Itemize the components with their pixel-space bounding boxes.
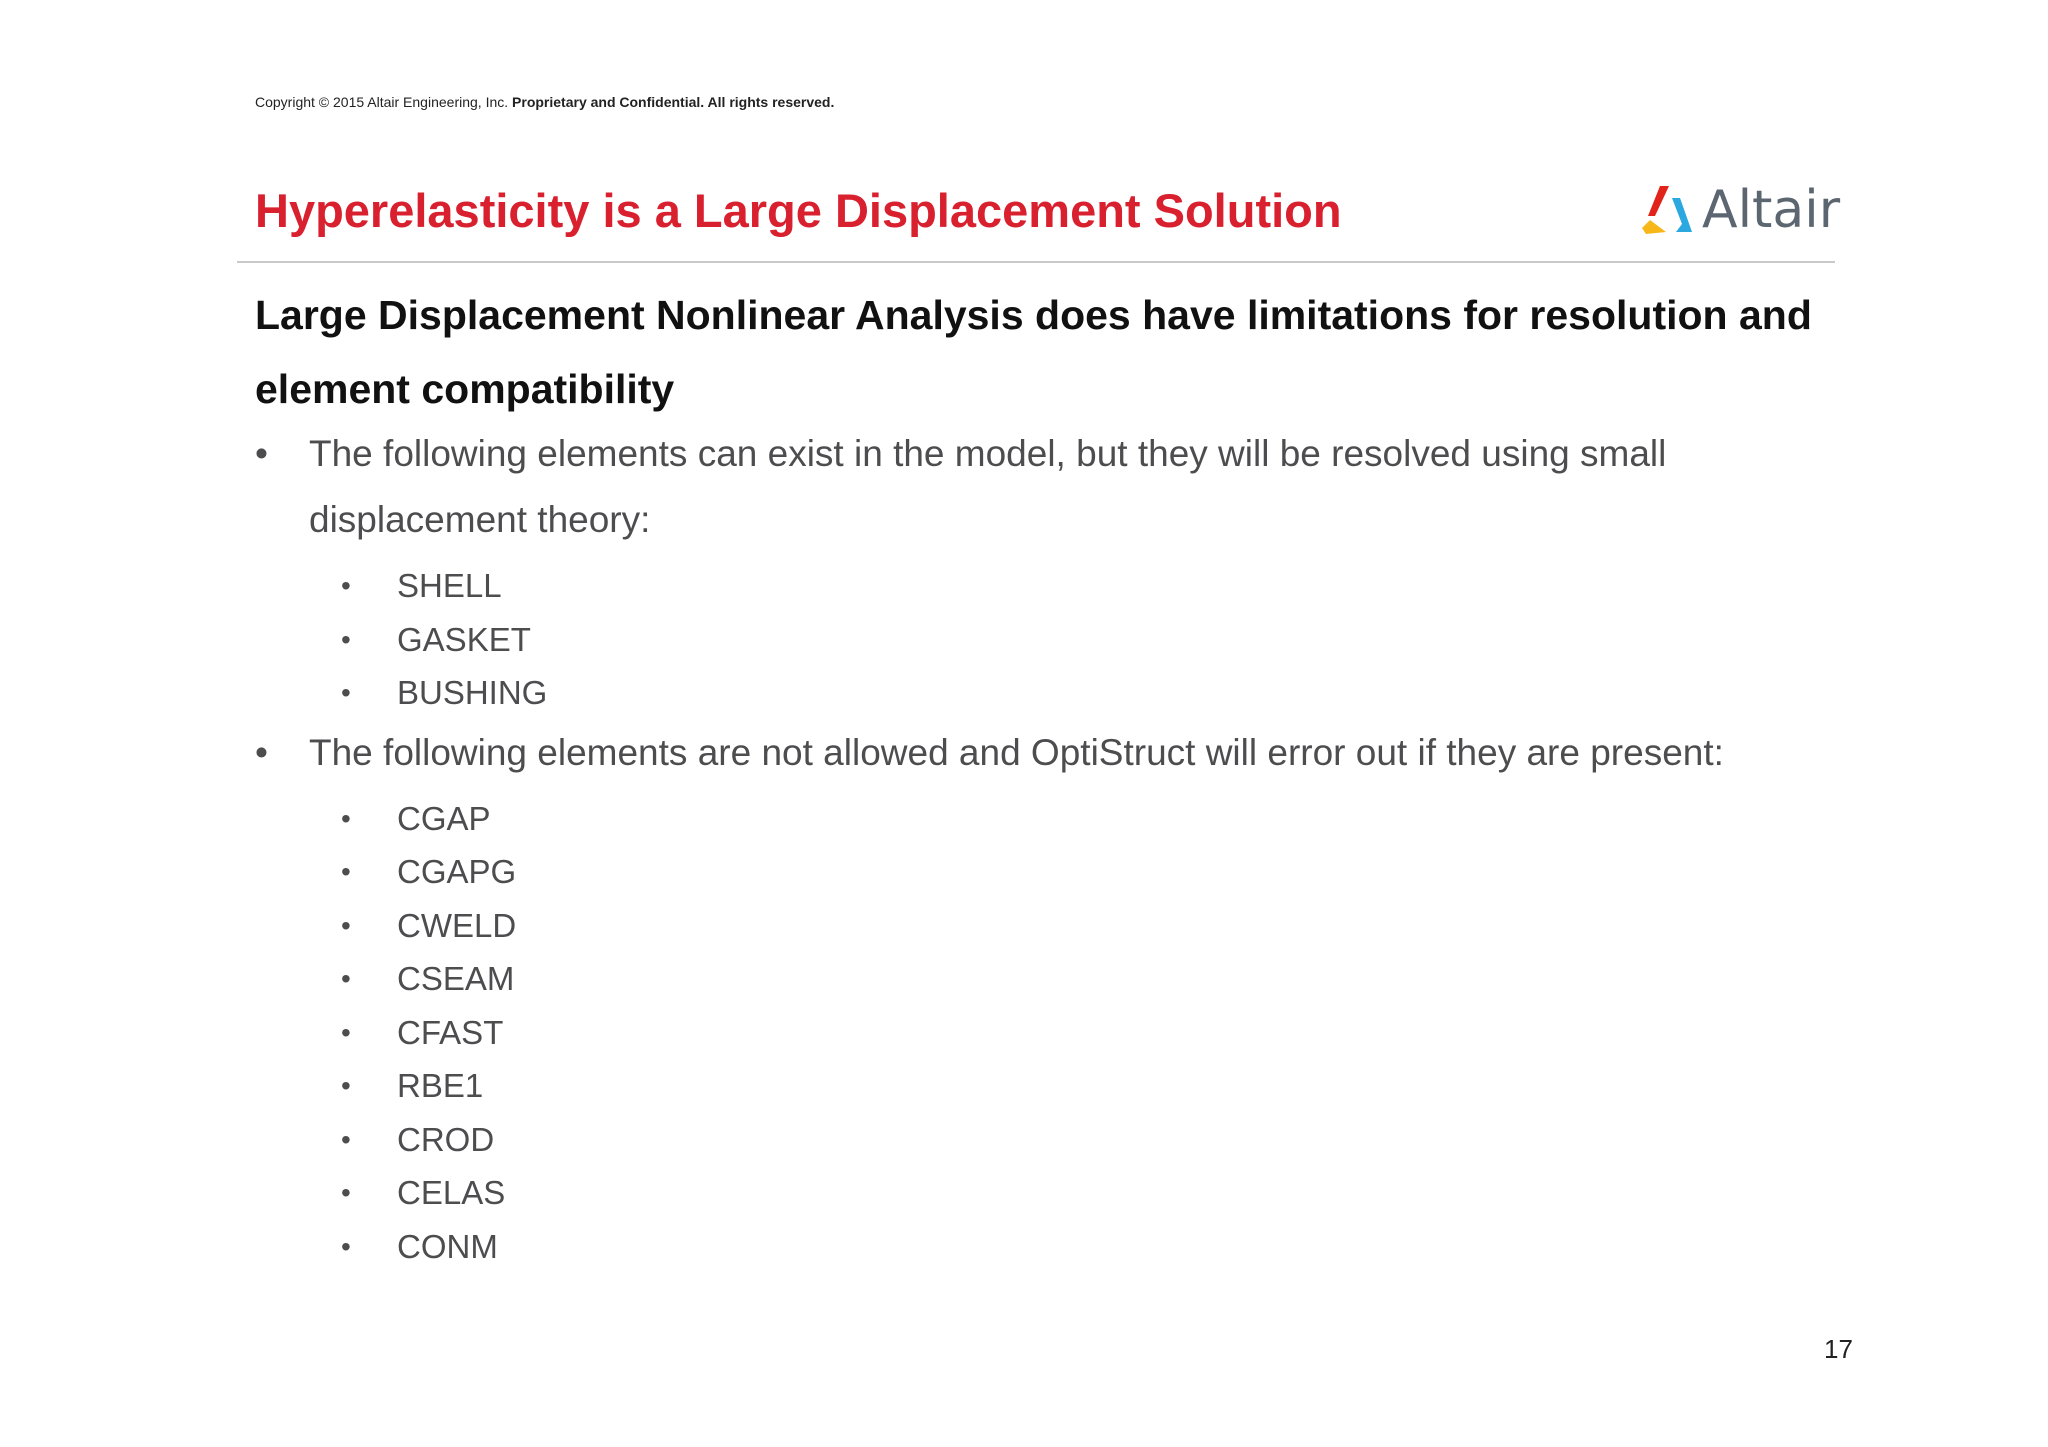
sub-bullet-dot: • [341, 570, 351, 601]
element-name: GASKET [397, 620, 531, 658]
bullet-dot: • [255, 731, 268, 773]
element-name: CONM [397, 1227, 498, 1265]
bullet-item-1 [255, 421, 1855, 553]
element-name: SHELL [397, 567, 502, 604]
copyright-notice [255, 94, 834, 110]
sub-bullet-dot: • [341, 1016, 351, 1048]
bullet-text: The following elements are not allowed and OptiStruct will error out if they are present: [309, 731, 1724, 773]
element-name: RBE1 [397, 1067, 484, 1104]
bullet-content [255, 421, 1855, 1273]
element-name: CROD [397, 1120, 495, 1158]
sub-bullet-dot: • [341, 1123, 351, 1155]
sub-bullet-dot: • [341, 856, 351, 887]
list-item [255, 952, 1855, 1006]
element-name: CSEAM [397, 960, 515, 997]
copyright-text: Copyright © 2015 Altair Engineering, Inc. [255, 94, 509, 110]
sub-bullet-dot: • [341, 963, 351, 994]
sub-bullet-dot: • [341, 677, 351, 708]
slide-title: Hyperelasticity is a Large Displacement Solution [255, 184, 1342, 237]
sublist-allowed-small [255, 559, 1855, 720]
list-item [255, 1166, 1855, 1220]
sublist-not-allowed [255, 792, 1855, 1274]
list-item [255, 1006, 1855, 1060]
list-item [255, 899, 1855, 953]
element-name: CFAST [397, 1013, 504, 1051]
element-name: CELAS [397, 1174, 506, 1211]
list-item [255, 1059, 1855, 1113]
list-item [255, 845, 1855, 899]
list-item [255, 666, 1855, 720]
sub-bullet-dot: • [341, 623, 351, 655]
element-name: BUSHING [397, 674, 548, 711]
element-name: CGAP [397, 799, 491, 837]
bullet-dot: • [255, 433, 268, 474]
confidential-text: Proprietary and Confidential. All rights reserved. [512, 94, 835, 110]
altair-logo-text: Altair [1702, 180, 1841, 240]
bullet-item-2 [255, 720, 1855, 786]
list-item [255, 1220, 1855, 1274]
sub-bullet-dot: • [341, 1230, 351, 1262]
list-item [255, 1113, 1855, 1167]
element-name: CGAPG [397, 853, 517, 890]
altair-logo [1638, 180, 1840, 240]
sub-bullet-dot: • [341, 1177, 351, 1208]
sub-bullet-dot: • [341, 1070, 351, 1101]
slide-subtitle: Large Displacement Nonlinear Analysis does have limitations for resolution and element compatibility [255, 292, 1812, 412]
page-number: 17 [1824, 1334, 1853, 1364]
sub-bullet-dot: • [341, 802, 351, 834]
list-item [255, 613, 1855, 667]
bullet-text: The following elements can exist in the model, but they will be resolved using small displacement theory: [309, 433, 1667, 540]
sub-bullet-dot: • [341, 909, 351, 941]
altair-triangle-logo-icon [1638, 184, 1694, 236]
title-divider [237, 261, 1835, 263]
list-item [255, 792, 1855, 846]
list-item [255, 559, 1855, 613]
element-name: CWELD [397, 906, 517, 944]
